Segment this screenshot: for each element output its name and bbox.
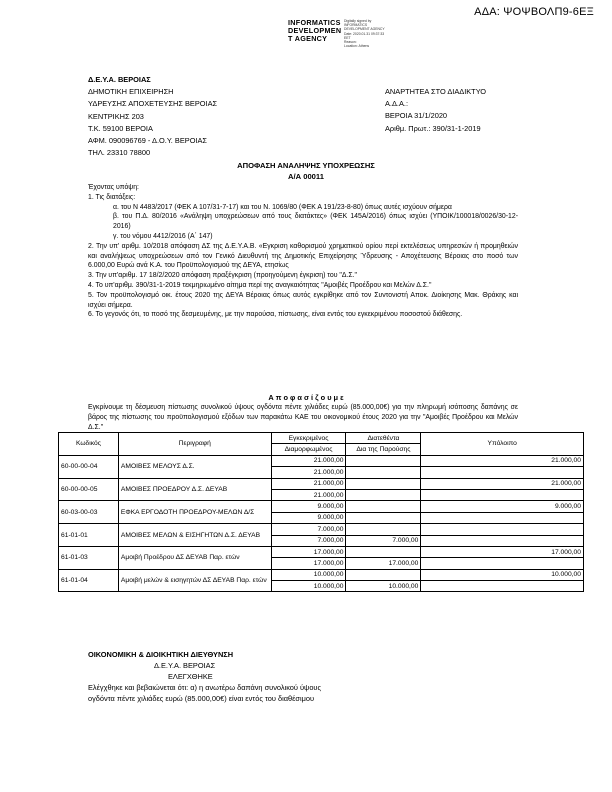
row-allocated-present	[346, 467, 421, 478]
decision-heading: Α π ο φ α σ ί ζ ο υ μ ε	[268, 393, 344, 402]
item-1: 1. Τις διατάξεις:	[88, 193, 136, 201]
subheader-shaped: Διαμορφωμένος	[271, 444, 346, 455]
row-approved-shaped: 10.000,00	[271, 581, 346, 592]
row-remaining-blank	[421, 581, 584, 592]
row-remaining-blank	[421, 512, 584, 523]
signature-logo	[288, 19, 341, 43]
info-line: Α.Δ.Α.:	[385, 99, 409, 109]
row-approved-shaped: 7.000,00	[271, 535, 346, 546]
subheader-present: Δια της Παρούσης	[346, 444, 421, 455]
footer-line: ογδόντα πέντε χιλιάδες ευρώ (85.000,00€) είναι εντός του διαθέσιμου	[88, 694, 315, 703]
footer-checked: ΕΛΕΓΧΘΗΚΕ	[168, 672, 213, 681]
row-allocated-present: 17.000,00	[346, 558, 421, 569]
table-row	[59, 478, 584, 489]
row-approved: 9.000,00	[271, 501, 346, 512]
row-approved: 21.000,00	[271, 455, 346, 466]
row-remaining-blank	[421, 558, 584, 569]
row-description: Αμοιβή μελών & εισηγητών ΔΣ ΔΕΥΑΒ Παρ. ετών	[118, 569, 271, 592]
publication-info	[385, 86, 486, 135]
sig-line: Location: Athens	[344, 44, 370, 49]
row-allocated	[346, 524, 421, 535]
row-code: 60-00-00-04	[59, 455, 119, 478]
footer-heading: ΟΙΚΟΝΟΜΙΚΗ & ΔΙΟΙΚΗΤΙΚΗ ΔΙΕΥΘΥΝΣΗ	[88, 650, 234, 659]
row-description: ΑΜΟΙΒΕΣ ΠΡΟΕΔΡΟΥ Δ.Σ. ΔΕΥΑΒ	[118, 478, 271, 501]
row-code: 61-01-01	[59, 524, 119, 547]
row-description: ΕΦΚΑ ΕΡΓΟΔΟΤΗ ΠΡΟΕΔΡΟΥ-ΜΕΛΩΝ Δ/Σ	[118, 501, 271, 524]
row-allocated	[346, 546, 421, 557]
document-number: Α/Α 00011	[288, 172, 324, 181]
item-1c: γ. του νόμου 4412/2016 (Α΄ 147)	[113, 232, 213, 240]
sig-line: EET	[344, 35, 351, 40]
item-5: 5. Τον προϋπολογισμό οικ. έτους 2020 της ΔΕΥΑ Βέροιας όπως αυτός εγκρίθηκε από τον Συντονιστή Αποκ. Διοίκησης Μακ. Θράκης και ισχύει σήμερα.	[88, 291, 518, 309]
row-code: 61-01-03	[59, 546, 119, 569]
issuer-line: ΥΔΡΕΥΣΗΣ ΑΠΟΧΕΤΕΥΣΗΣ ΒΕΡΟΙΑΣ	[88, 99, 218, 109]
row-code: 60-03-00-03	[59, 501, 119, 524]
header-description: Περιγραφή	[118, 433, 271, 456]
row-code: 61-01-04	[59, 569, 119, 592]
sig-line: INFORMATICS	[344, 23, 368, 28]
row-description: ΑΜΟΙΒΕΣ ΜΕΛΩΝ & ΕΙΣΗΓΗΤΩΝ Δ.Σ. ΔΕΥΑΒ	[118, 524, 271, 547]
header-approved: Εγκεκριμένος	[271, 433, 346, 444]
ada-code: ΑΔΑ: ΨΟΨΒΟΛΠ9-6ΕΞ	[474, 6, 594, 18]
row-approved: 17.000,00	[271, 546, 346, 557]
item-3: 3. Την υπ'αριθμ. 17 18/2/2020 απόφαση πραξέγκριση (προηγούμενη έγκριση) του "Δ.Σ."	[88, 272, 358, 280]
row-allocated	[346, 569, 421, 580]
row-allocated-present	[346, 489, 421, 500]
item-1b: β. του Π.Δ. 80/2016 «Ανάληψη υποχρεώσεων από τους διατάκτες» (ΦΕΚ 145Α/2016) όπως ισχύει (ΥΠΟΙΚ/100018/0026/30-12-2016)	[113, 213, 518, 231]
footer-line: Ελέγχθηκε και βεβαιώνεται ότι: α) η ανωτέρω δαπάνη συνολικού ύψους	[88, 683, 322, 692]
row-remaining-blank	[421, 535, 584, 546]
intro-text: Έχοντας υπόψη:	[88, 184, 139, 191]
row-remaining: 21.000,00	[421, 478, 584, 489]
info-line: ΑΝΑΡΤΗΤΕΑ ΣΤΟ ΔΙΑΔΙΚΤΥΟ	[385, 87, 486, 96]
row-allocated	[346, 478, 421, 489]
considerations	[88, 183, 518, 320]
row-approved-shaped: 17.000,00	[271, 558, 346, 569]
row-code: 60-00-00-05	[59, 478, 119, 501]
digital-signature-text	[344, 19, 404, 48]
row-approved: 7.000,00	[271, 524, 346, 535]
logo-line: INFORMATICS	[288, 18, 341, 27]
sig-line: Digitally signed by	[344, 19, 372, 23]
footer-block	[88, 649, 321, 704]
issuer-line: ΑΦΜ. 090096769 - Δ.Ο.Υ. ΒΕΡΟΙΑΣ	[88, 136, 207, 146]
row-allocated-present: 10.000,00	[346, 581, 421, 592]
row-remaining	[421, 524, 584, 535]
footer-org: Δ.Ε.Υ.Α. ΒΕΡΟΙΑΣ	[154, 661, 216, 670]
sig-line: Date: 2020.01.31 09:37:33	[344, 31, 385, 36]
issuer-line: ΚΕΝΤΡΙΚΗΣ 203	[88, 111, 144, 121]
logo-line: T AGENCY	[288, 34, 328, 43]
row-allocated	[346, 455, 421, 466]
row-allocated-present	[346, 512, 421, 523]
table-row	[59, 569, 584, 580]
row-approved-shaped: 21.000,00	[271, 489, 346, 500]
table-row	[59, 546, 584, 557]
header-code: Κωδικός	[59, 433, 119, 456]
row-allocated	[346, 501, 421, 512]
item-6: 6. Το γεγονός ότι, το ποσό της δεσμευμένης, με την παρούσα, πίστωσης, είναι εντός του εγκεκριμένου ποσοστού διάθεσης.	[88, 311, 463, 319]
row-remaining: 9.000,00	[421, 501, 584, 512]
issuer-block	[88, 74, 217, 159]
sig-line: DEVELOPMENT AGENCY	[344, 27, 385, 32]
info-line: ΒΕΡΟΙΑ 31/1/2020	[385, 111, 448, 121]
table-row	[59, 455, 584, 466]
row-remaining: 10.000,00	[421, 569, 584, 580]
issuer-line: ΔΗΜΟΤΙΚΗ ΕΠΙΧΕΙΡΗΣΗ	[88, 87, 174, 97]
sig-line: Reason:	[344, 40, 357, 45]
logo-line: DEVELOPMEN	[288, 26, 342, 35]
issuer-line: Τ.Κ. 59100 ΒΕΡΟΙΑ	[88, 123, 153, 133]
issuer-line: ΤΗΛ. 23310 78800	[88, 148, 151, 158]
row-allocated-present: 7.000,00	[346, 535, 421, 546]
table-row	[59, 524, 584, 535]
decision-text: Εγκρίνουμε τη δέσμευση πίστωσης συνολικού ύψους ογδόντα πέντε χιλιάδες ευρώ (85.000,00€) για την πληρωμή ισόποσης δαπάνης σε βάρος της πίστωσης του προϋπολογισμού εξόδων των παρακάτω ΚΑΕ του οικονομικού έτους 2020 για την "Αμοιβές Προέδρου και Μελών Δ.Σ."	[88, 404, 518, 431]
row-remaining: 17.000,00	[421, 546, 584, 557]
row-remaining: 21.000,00	[421, 455, 584, 466]
row-description: ΑΜΟΙΒΕΣ ΜΕΛΟΥΣ Δ.Σ.	[118, 455, 271, 478]
row-approved: 21.000,00	[271, 478, 346, 489]
table-header-row	[59, 433, 584, 444]
row-description: Αμοιβή Προέδρου ΔΣ ΔΕΥΑΒ Παρ. ετών	[118, 546, 271, 569]
budget-table	[58, 432, 584, 592]
item-4: 4. Το υπ'αριθμ. 390/31-1-2019 τεκμηριωμένο αίτημα περί της αναγκαιότητας "Αμοιβές Προέδρου και Μελών Δ.Σ."	[88, 281, 432, 289]
table-row	[59, 501, 584, 512]
item-1a: α. του Ν 4483/2017 (ΦΕΚ Α 107/31-7-17) και του Ν. 1069/80 (ΦΕΚ Α 191/23-8-80) όπως αυτές ισχύουν σήμερα	[113, 203, 452, 211]
row-approved-shaped: 21.000,00	[271, 467, 346, 478]
info-line: Αριθμ. Πρωτ.: 390/31-1-2019	[385, 123, 481, 133]
row-approved-shaped: 9.000,00	[271, 512, 346, 523]
item-2: 2. Την υπ' αριθμ. 10/2018 απόφαση ΔΣ της Δ.Ε.Υ.Α.Β. «Εγκριση καθορισμού χρηματικού ορίου περί εκτελέσεως υπηρεσιών ή προμηθειών και αναλήψεως υποχρεώσεων από τον Γενικό Διευθυντή της Δημοτικής Επιχείρησης Ύδρευσης - Αποχέτευσης Βέροιας στο ποσό των 6.000,00 Ευρώ ανά Κ.Α. του Προϋπολογισμού της ΔΕΥΑ, ετησίως	[88, 242, 518, 270]
row-remaining-blank	[421, 489, 584, 500]
document-title: ΑΠΟΦΑΣΗ ΑΝΑΛΗΨΗΣ ΥΠΟΧΡΕΩΣΗΣ	[237, 161, 375, 170]
header-remaining: Υπόλοιπο	[421, 433, 584, 456]
header-allocated: Διατεθέντα	[346, 433, 421, 444]
row-remaining-blank	[421, 467, 584, 478]
issuer-name: Δ.Ε.Υ.Α. ΒΕΡΟΙΑΣ	[88, 75, 151, 84]
row-approved: 10.000,00	[271, 569, 346, 580]
